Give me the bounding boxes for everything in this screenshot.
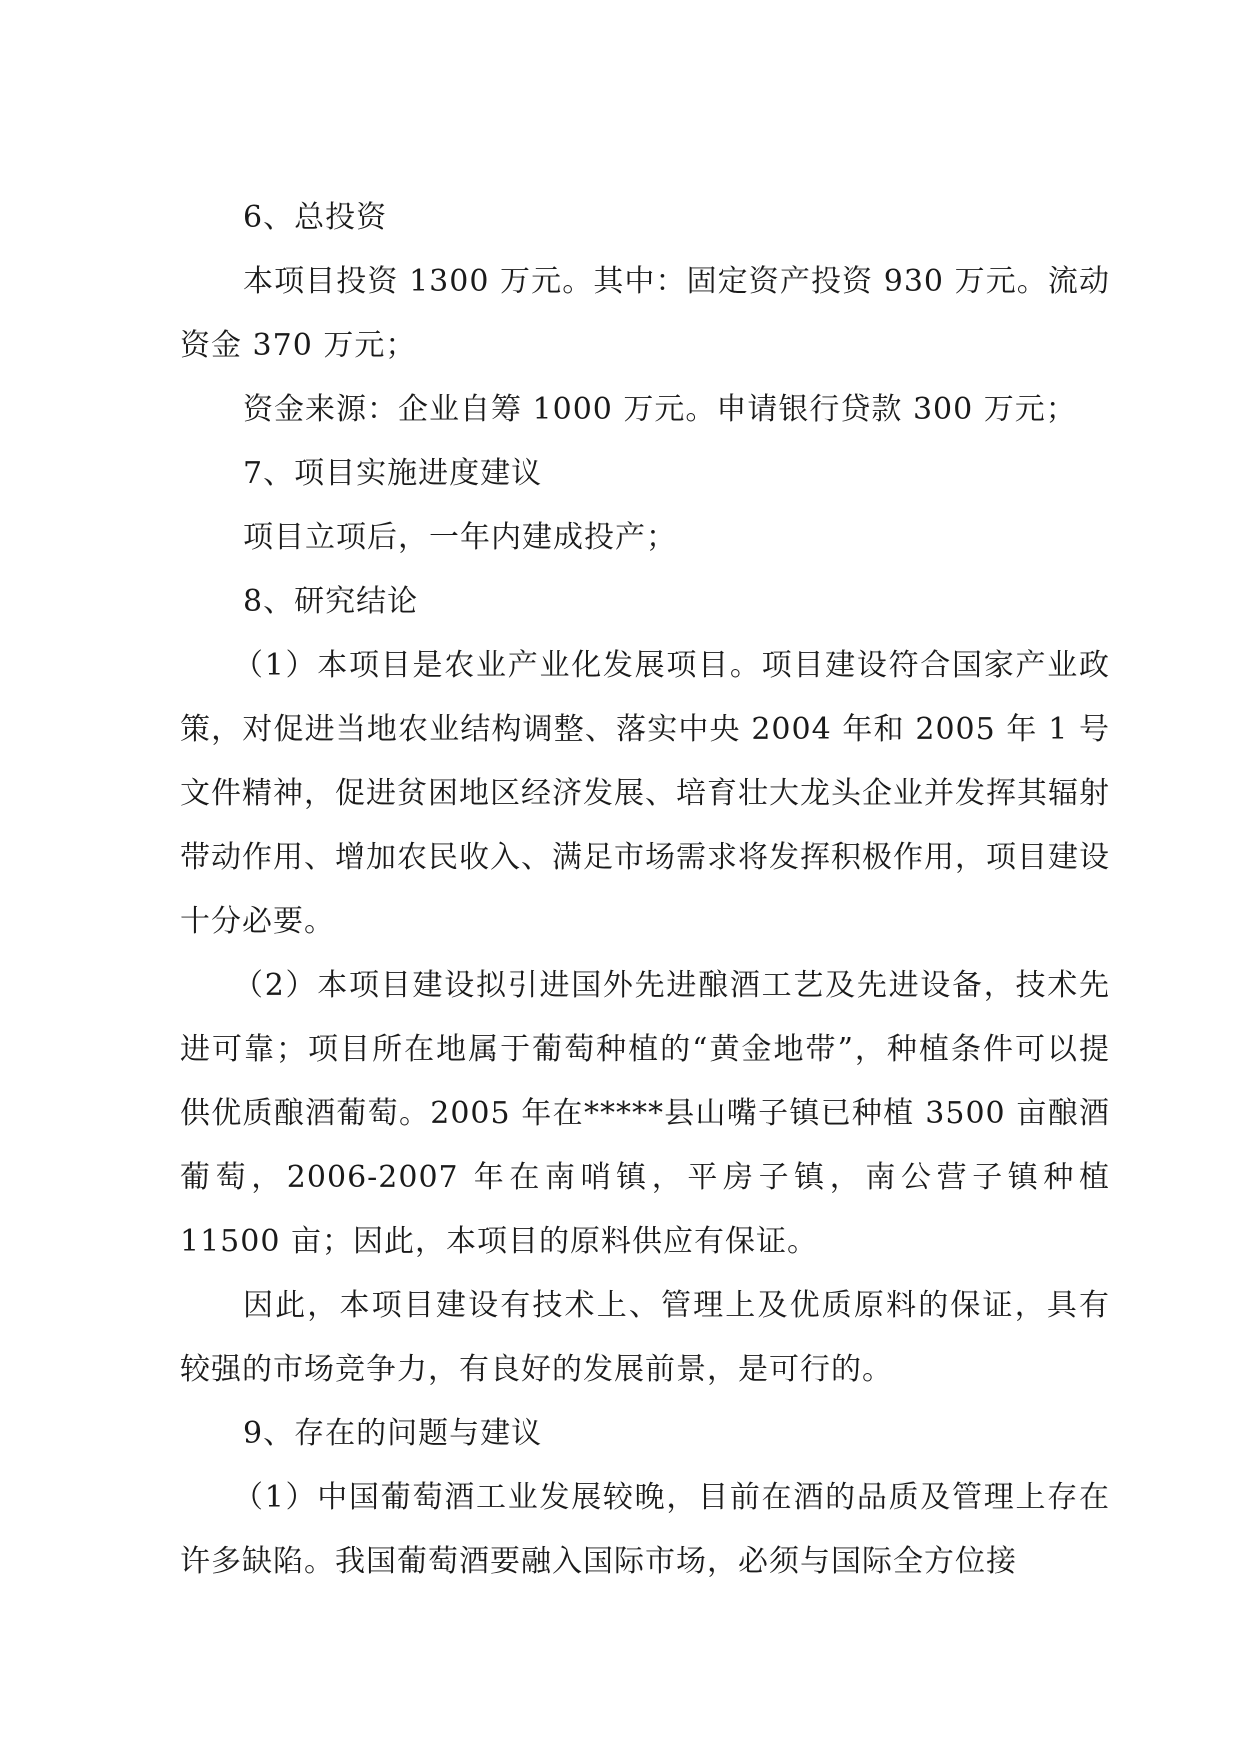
- section-9-heading: 9、存在的问题与建议: [243, 1416, 543, 1451]
- section-6-funding-source-paragraph: 资金来源：企业自筹 1000 万元。申请银行贷款 300 万元；: [243, 392, 1077, 427]
- document-page: [180, 186, 1110, 1594]
- section-7-schedule-paragraph: 项目立项后，一年内建成投产；: [243, 520, 677, 555]
- section-6-investment-paragraph: 本项目投资 1300 万元。其中：固定资产投资 930 万元。流动资金 370 万元；: [180, 264, 1110, 363]
- section-8-summary-paragraph: 因此，本项目建设有技术上、管理上及优质原料的保证，具有较强的市场竞争力，有良好的发展前景，是可行的。: [180, 1288, 1110, 1387]
- section-8-conclusion-1: （1）本项目是农业产业化发展项目。项目建设符合国家产业政策，对促进当地农业结构调整、落实中央 2004 年和 2005 年 1 号文件精神，促进贫困地区经济发展、培育壮大龙头企业并发挥其辐射带动作用、增加农民收入、满足市场需求将发挥积极作用，项目建设十分必要。: [180, 648, 1110, 939]
- section-8-conclusion-2: （2）本项目建设拟引进国外先进酿酒工艺及先进设备，技术先进可靠；项目所在地属于葡萄种植的“黄金地带”，种植条件可以提供优质酿酒葡萄。2005 年在*****县山嘴子镇已种植 3500 亩酿酒葡萄，2006-2007 年在南哨镇，平房子镇，南公营子镇种植 11500 亩；因此，本项目的原料供应有保证。: [180, 968, 1110, 1259]
- section-6-heading: 6、总投资: [243, 200, 388, 235]
- section-8-heading: 8、研究结论: [243, 584, 419, 619]
- section-9-issue-1: （1）中国葡萄酒工业发展较晚，目前在酒的品质及管理上存在许多缺陷。我国葡萄酒要融入国际市场，必须与国际全方位接: [180, 1480, 1110, 1579]
- section-7-heading: 7、项目实施进度建议: [243, 456, 543, 491]
